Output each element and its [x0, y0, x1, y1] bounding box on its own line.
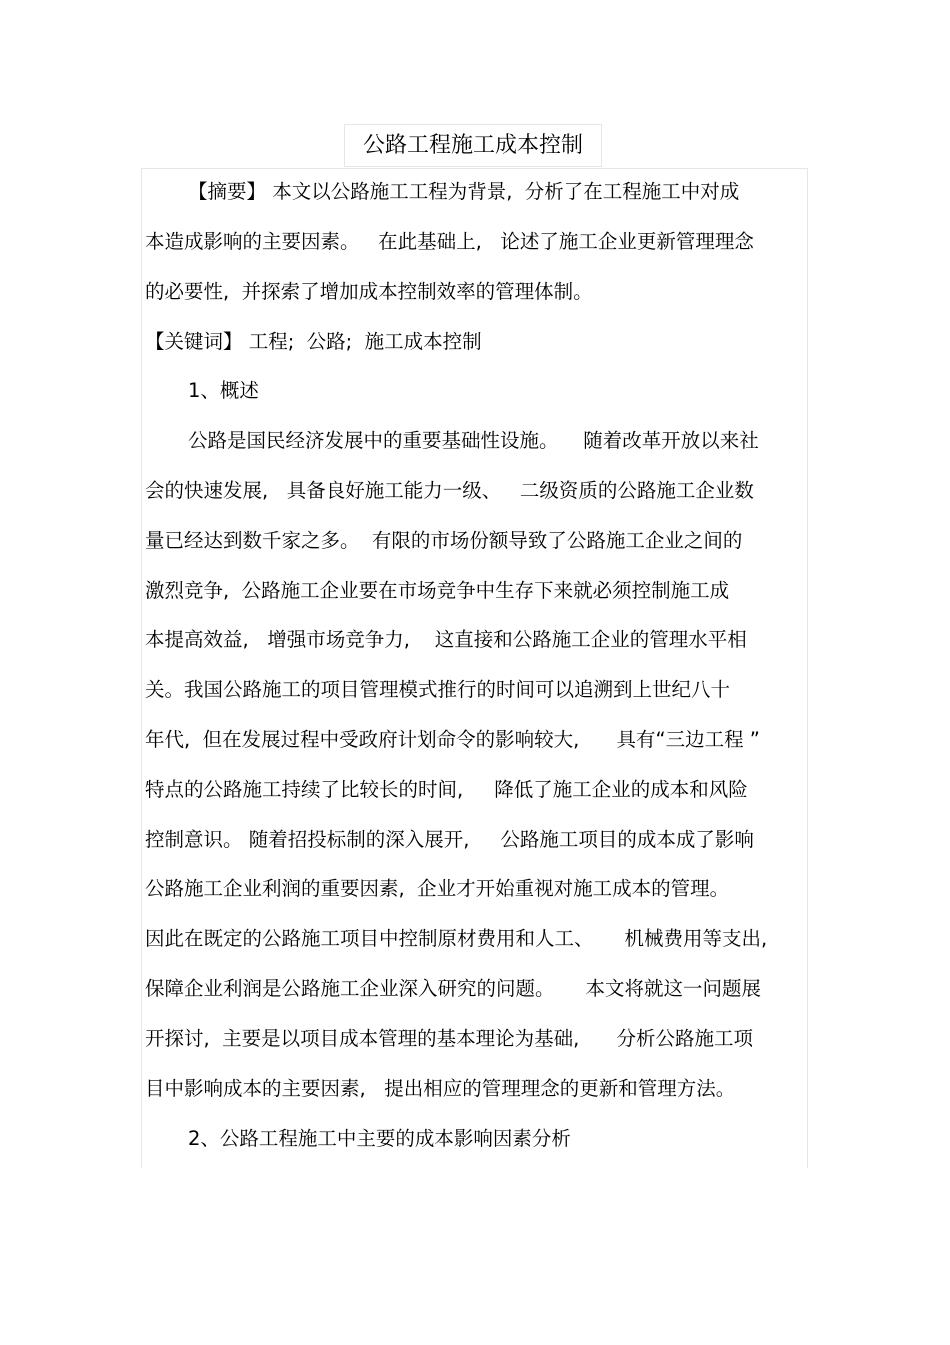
paragraph-line: 公路是国民经济发展中的重要基础性设施。 随着改革开放以来社	[188, 429, 759, 452]
paragraph-line: 控制意识。 随着招投标制的深入展开, 公路施工项目的成本成了影响	[145, 828, 754, 851]
document-title: 公路工程施工成本控制	[362, 133, 583, 158]
abstract-line-1: 【摘要】 本文以公路施工工程为背景, 分析了在工程施工中对成	[188, 180, 740, 203]
paragraph-line: 目中影响成本的主要因素, 提出相应的管理理念的更新和管理方法。	[145, 1077, 736, 1100]
abstract-line-3: 的必要性, 并探索了增加成本控制效率的管理体制。	[145, 280, 593, 303]
paragraph-line: 本提高效益, 增强市场竞争力, 这直接和公路施工企业的管理水平相	[145, 628, 747, 651]
paragraph-line: 年代, 但在发展过程中受政府计划命令的影响较大, 具有“三边工程 ”	[145, 728, 760, 751]
paragraph-line: 激烈竞争, 公路施工企业要在市场竞争中生存下来就必须控制施工成	[145, 579, 730, 602]
paragraph-line: 特点的公路施工持续了比较长的时间, 降低了施工企业的成本和风险	[145, 778, 748, 801]
abstract-line-2: 本造成影响的主要因素。 在此基础上, 论述了施工企业更新管理理念	[145, 230, 754, 253]
keywords-line: 【关键词】 工程; 公路; 施工成本控制	[145, 330, 482, 353]
paragraph-line: 量已经达到数千家之多。 有限的市场份额导致了公路施工企业之间的	[145, 529, 743, 552]
paragraph-line: 关。我国公路施工的项目管理模式推行的时间可以追溯到上世纪八十	[145, 678, 731, 701]
body-frame	[141, 168, 808, 1168]
paragraph-line: 保障企业利润是公路施工企业深入研究的问题。 本文将就这一问题展	[145, 977, 761, 1000]
paragraph-line: 公路施工企业利润的重要因素, 企业才开始重视对施工成本的管理。	[145, 877, 730, 900]
section-1-heading: 1、概述	[188, 379, 259, 402]
section-2-heading: 2、公路工程施工中主要的成本影响因素分析	[188, 1127, 571, 1150]
paragraph-line: 因此在既定的公路施工项目中控制原材费用和人工、 机械费用等支出,	[145, 927, 768, 950]
paragraph-line: 会的快速发展, 具备良好施工能力一级、 二级资质的公路施工企业数	[145, 479, 754, 502]
paragraph-line: 开探讨, 主要是以项目成本管理的基本理论为基础, 分析公路施工项	[145, 1027, 753, 1050]
